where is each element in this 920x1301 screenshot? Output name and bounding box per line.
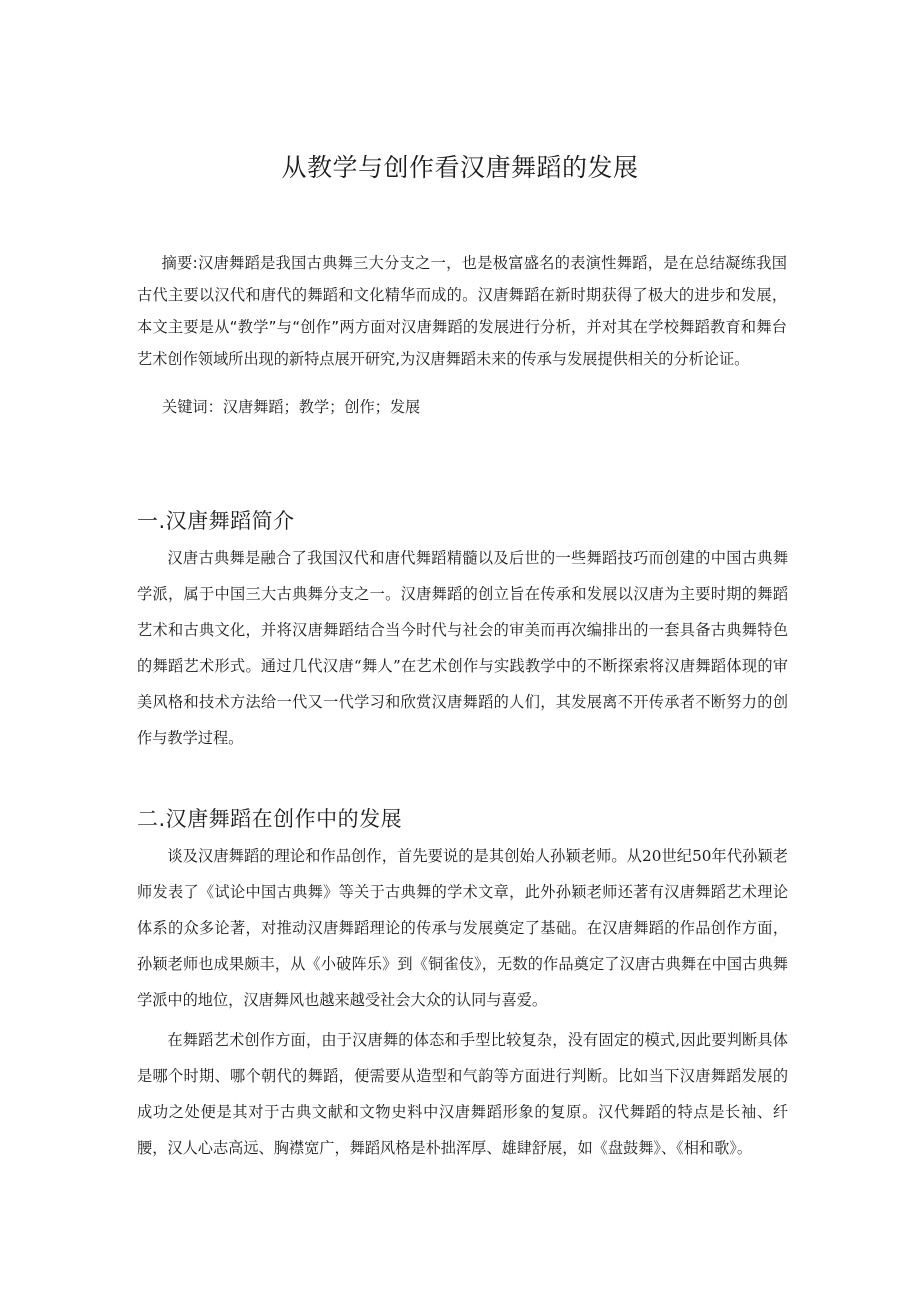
section-heading-2: 二.汉唐舞蹈在创作中的发展 [137, 807, 403, 831]
section-1-paragraph-1: 汉唐古典舞是融合了我国汉代和唐代舞蹈精髓以及后世的一些舞蹈技巧而创建的中国古典舞学派，属于中国三大古典舞分支之一。汉唐舞蹈的创立旨在传承和发展以汉唐为主要时期的舞蹈艺术和古典文化，并将汉唐舞蹈结合当今时代与社会的审美而再次编排出的一套具备古典舞特色的舞蹈艺术形式。通过几代汉唐“舞人”在艺术创作与实践教学中的不断探索将汉唐舞蹈体现的审美风格和技术方法给一代又一代学习和欣赏汉唐舞蹈的人们，其发展离不开传承者不断努力的创作与教学过程。 [137, 549, 788, 747]
abstract-paragraph [137, 247, 787, 375]
page-title: 从教学与创作看汉唐舞蹈的发展 [281, 153, 639, 182]
section-2-paragraph-2: 在舞蹈艺术创作方面，由于汉唐舞的体态和手型比较复杂，没有固定的模式,因此要判断具体是哪个时期、哪个朝代的舞蹈，便需要从造型和气韵等方面进行判断。比如当下汉唐舞蹈发展的成功之处便是其对于古典文献和文物史料中汉唐舞蹈形象的复原。汉代舞蹈的特点是长袖、纤腰，汉人心志高远、胸襟宽广，舞蹈风格是朴拙浑厚、雄肆舒展，如《盘鼓舞》、《相和歌》。 [137, 1031, 788, 1157]
keywords-line: 关键词：汉唐舞蹈；教学；创作；发展 [162, 398, 421, 416]
abstract-text: 摘要:汉唐舞蹈是我国古典舞三大分支之一，也是极富盛名的表演性舞蹈，是在总结凝练我国古代主要以汉代和唐代的舞蹈和文化精华而成的。汉唐舞蹈在新时期获得了极大的进步和发展，本文主要是从“教学”与“创作”两方面对汉唐舞蹈的发展进行分析，并对其在学校舞蹈教育和舞台艺术创作领域所出现的新特点展开研究,为汉唐舞蹈未来的传承与发展提供相关的分析论证。 [137, 254, 787, 368]
section-2-paragraph-1: 谈及汉唐舞蹈的理论和作品创作，首先要说的是其创始人孙颖老师。从20世纪50年代孙颖老师发表了《试论中国古典舞》等关于古典舞的学术文章，此外孙颖老师还著有汉唐舞蹈艺术理论体系的众多论著，对推动汉唐舞蹈理论的传承与发展奠定了基础。在汉唐舞蹈的作品创作方面，孙颖老师也成果颇丰，从《小破阵乐》到《铜雀伎》，无数的作品奠定了汉唐古典舞在中国古典舞学派中的地位，汉唐舞风也越来越受社会大众的认同与喜爱。 [137, 847, 788, 1009]
section-heading-1: 一.汉唐舞蹈简介 [137, 509, 295, 533]
